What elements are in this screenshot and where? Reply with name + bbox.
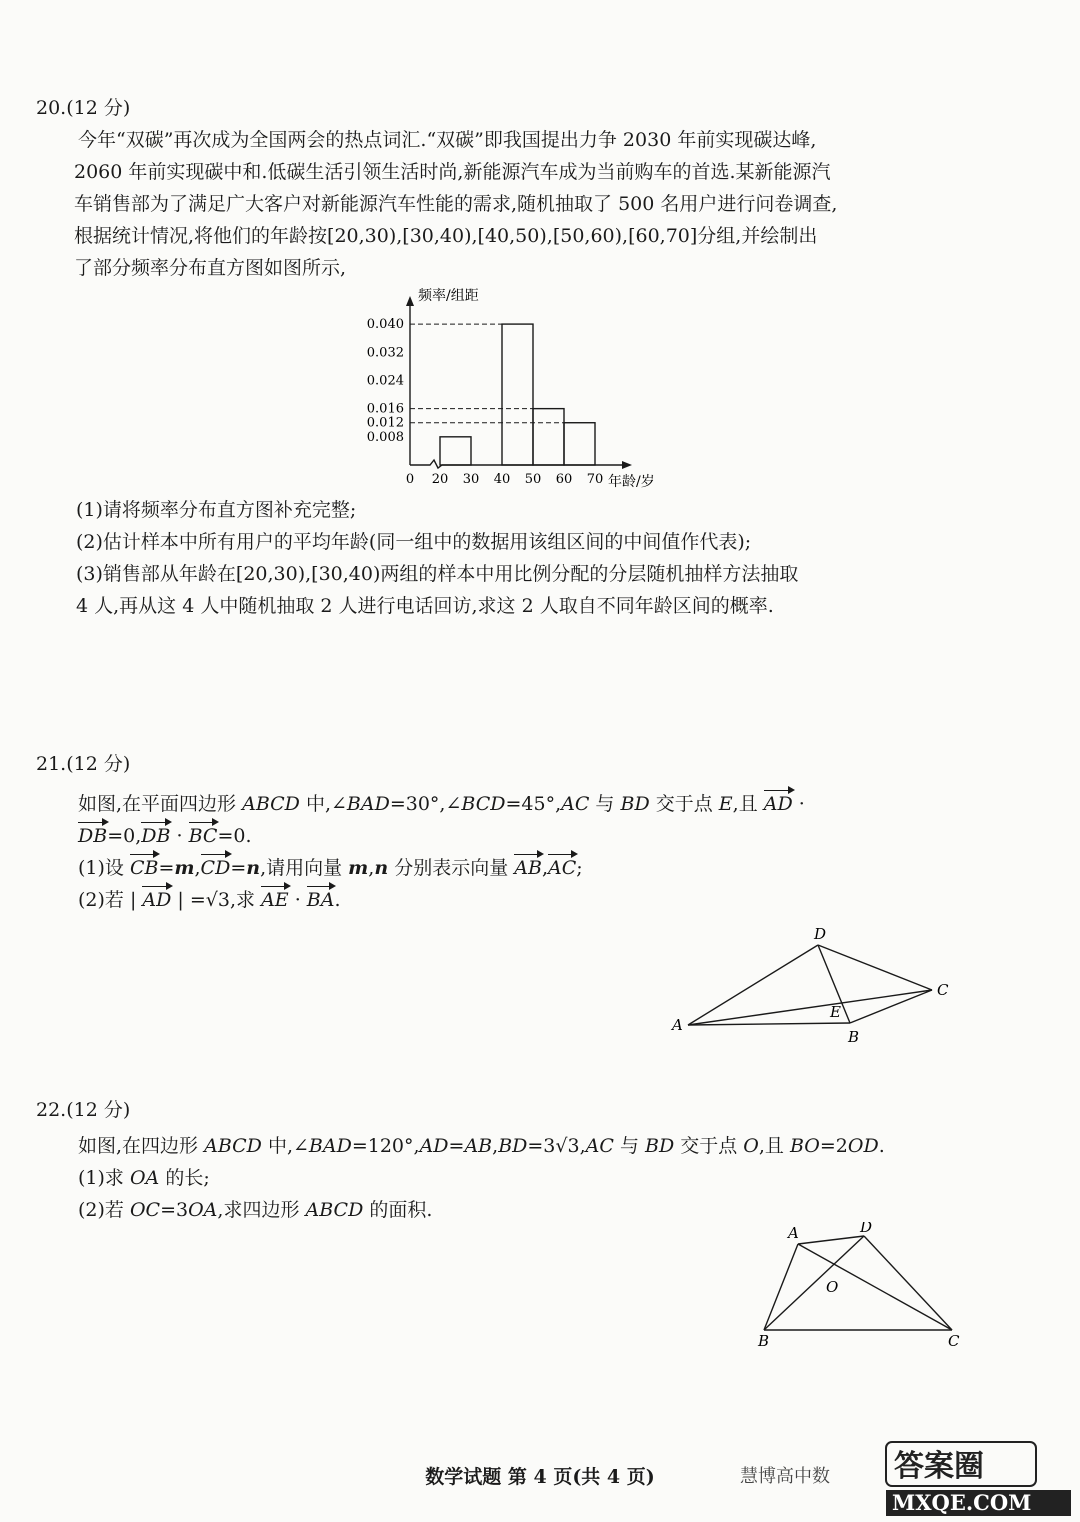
text: =3√3,: [527, 1135, 586, 1157]
text: .: [334, 889, 341, 911]
vector: DB: [141, 820, 170, 852]
text: ·: [792, 793, 805, 815]
text: n: [246, 857, 261, 879]
y-tick-label: 0.008: [366, 429, 404, 445]
q20-sub3-cont: 4 人,再从这 4 人中随机抽取 2 人进行电话回访,求这 2 人取自不同年龄区间的概率.: [76, 595, 774, 617]
text: (1)求: [78, 1167, 130, 1189]
segment-AC: [688, 990, 932, 1025]
text: ,请用向量: [260, 857, 349, 879]
text: ,: [492, 1135, 499, 1157]
label-E: E: [830, 1003, 841, 1021]
text: BCD: [461, 793, 506, 815]
q20-header: [36, 92, 1026, 124]
text: AC: [561, 793, 590, 815]
q21-score: (12 分): [66, 753, 131, 775]
q20-number: 20.: [36, 97, 67, 119]
segment-BA: [688, 1023, 850, 1025]
segment-BD: [764, 1236, 864, 1330]
y-tick-label: 0.012: [366, 415, 404, 431]
q22-figure: [750, 1222, 980, 1352]
text: ,: [194, 857, 201, 879]
histogram-x-label: 年龄/岁: [608, 474, 655, 490]
histogram-bar: [440, 437, 471, 465]
text: BAD: [346, 793, 390, 815]
text: ABCD: [305, 1199, 364, 1221]
text: AD: [419, 1135, 449, 1157]
x-tick-label: 0: [405, 472, 415, 487]
histogram-bar: [533, 409, 564, 465]
histogram-bar: [502, 324, 533, 465]
text: BO: [789, 1135, 820, 1157]
text: (2)若: [78, 1199, 130, 1221]
histogram-y-label: 频率/组距: [418, 288, 479, 304]
text: BD: [645, 1135, 675, 1157]
label-O: O: [826, 1278, 839, 1296]
page-footer: 数学试题 第 4 页(共 4 页): [425, 1466, 655, 1488]
segment-BA: [764, 1244, 798, 1330]
histogram-ticks: [367, 317, 603, 487]
segment-CB: [850, 990, 932, 1023]
vector: AE: [261, 884, 289, 916]
y-tick-label: 0.040: [366, 317, 404, 333]
label-D: D: [814, 925, 827, 943]
text: ,求四边形: [217, 1199, 306, 1221]
text: ·: [170, 825, 189, 847]
text: =0,: [107, 825, 142, 847]
vector: BA: [307, 884, 335, 916]
text: O: [743, 1135, 759, 1157]
text: E: [718, 793, 733, 815]
y-axis-arrow: [406, 296, 414, 306]
text: 中,∠: [299, 793, 347, 815]
text: ,且: [732, 793, 764, 815]
text: ;: [576, 857, 583, 879]
text: =: [448, 1135, 465, 1157]
vector: AB: [514, 852, 542, 884]
q21-figure: [660, 925, 960, 1050]
logo-text: 答案圈: [894, 1449, 984, 1484]
label-C: C: [937, 981, 949, 999]
text: 如图,在四边形: [78, 1135, 205, 1157]
label-A: A: [672, 1016, 683, 1034]
x-axis-arrow: [622, 461, 632, 469]
text: (2)若 |: [78, 889, 143, 911]
text: 交于点: [674, 1135, 744, 1157]
text: BD: [620, 793, 650, 815]
text: =0.: [217, 825, 252, 847]
segment-DC: [864, 1236, 952, 1330]
text: =3: [160, 1199, 189, 1221]
text: =2: [819, 1135, 848, 1157]
text: =30°,∠: [389, 793, 462, 815]
q20-line: 根据统计情况,将他们的年龄按[20,30),[30,40),[40,50),[50,60),[60,70]分组,并绘制出: [74, 225, 818, 247]
text: m: [174, 857, 195, 879]
label-B: B: [758, 1332, 770, 1350]
q21-stem: [36, 788, 1026, 820]
text: ·: [288, 889, 307, 911]
text: =120°,: [351, 1135, 420, 1157]
histogram-bars: [410, 324, 595, 465]
label-A: A: [788, 1224, 799, 1242]
x-tick-label: 50: [524, 472, 542, 487]
q21-header: [36, 748, 1026, 780]
text: 与: [589, 793, 621, 815]
vector: CD: [201, 852, 231, 884]
q21-stem-cont: [36, 820, 1026, 852]
q20-stem: [36, 124, 1026, 284]
histogram-bar: [564, 423, 595, 465]
segment-AD: [688, 945, 818, 1025]
q22-stem: [36, 1130, 1026, 1162]
q20-score: (12 分): [66, 97, 131, 119]
label-C: C: [948, 1332, 960, 1350]
vector: AC: [548, 852, 576, 884]
vector: DB: [78, 820, 107, 852]
vector: CB: [130, 852, 159, 884]
text: ABCD: [242, 793, 300, 815]
x-tick-label: 70: [586, 472, 604, 487]
text: 如图,在平面四边形: [78, 793, 243, 815]
q20-sub2: (2)估计样本中所有用户的平均年龄(同一组中的数据用该组区间的中间值作代表);: [76, 531, 752, 553]
text: BAD: [308, 1135, 352, 1157]
segment-AD: [798, 1236, 864, 1244]
text: 交于点: [649, 793, 719, 815]
q20-line: 今年“双碳”再次成为全国两会的热点词汇.“双碳”即我国提出力争 2030 年前实现碳达峰,: [78, 129, 817, 151]
text: AC: [585, 1135, 614, 1157]
y-tick-label: 0.032: [366, 345, 404, 361]
label-B: B: [848, 1028, 860, 1046]
text: .: [878, 1135, 885, 1157]
y-tick-label: 0.024: [366, 373, 404, 389]
x-tick-label: 30: [462, 472, 480, 487]
q20-sub1: (1)请将频率分布直方图补充完整;: [76, 499, 357, 521]
text: AB: [464, 1135, 493, 1157]
segment-DC: [818, 945, 932, 990]
vector: AD: [764, 788, 793, 820]
q22-header: [36, 1094, 1026, 1126]
q22-number: 22.: [36, 1099, 67, 1121]
text: 分别表示向量: [388, 857, 515, 879]
q21-sub2: [36, 884, 1026, 916]
text: OD: [847, 1135, 879, 1157]
text: | =√3,求: [171, 889, 262, 911]
logo-url: MXQE.COM: [892, 1490, 1032, 1515]
q22-score: (12 分): [66, 1099, 131, 1121]
question-21: [36, 748, 1026, 916]
text: 中,∠: [261, 1135, 309, 1157]
segment-AC: [798, 1244, 952, 1330]
text: n: [374, 857, 389, 879]
q20-sub3: (3)销售部从年龄在[20,30),[30,40)两组的样本中用比例分配的分层随机抽样方法抽取: [76, 563, 799, 585]
q20-line: 了部分频率分布直方图如图所示,: [74, 257, 347, 279]
text: ,且: [758, 1135, 790, 1157]
text: 的面积.: [363, 1199, 433, 1221]
question-22: [36, 1094, 1026, 1226]
vector: AD: [142, 884, 171, 916]
q20-line: 2060 年前实现碳中和.低碳生活引领生活时尚,新能源汽车成为当前购车的首选.某新能源汽: [74, 161, 831, 183]
x-tick-label: 60: [555, 472, 573, 487]
q21-sub1: [36, 852, 1026, 884]
text: =45°,: [505, 793, 562, 815]
label-D: D: [860, 1222, 873, 1236]
watermark-text: 慧博高中数: [740, 1466, 830, 1487]
text: =: [158, 857, 175, 879]
q22-sub1: [36, 1162, 1026, 1194]
y-tick-label: 0.016: [366, 401, 404, 417]
text: OA: [129, 1167, 160, 1189]
q21-number: 21.: [36, 753, 67, 775]
q20-subquestions: [36, 494, 1026, 622]
site-logo: [880, 1438, 1075, 1518]
text: ,: [541, 857, 548, 879]
vector: BC: [189, 820, 218, 852]
text: (1)设: [78, 857, 130, 879]
text: m: [348, 857, 369, 879]
text: OA: [188, 1199, 218, 1221]
x-tick-label: 20: [431, 472, 449, 487]
text: ,: [368, 857, 375, 879]
text: ABCD: [204, 1135, 262, 1157]
text: OC: [129, 1199, 161, 1221]
x-tick-label: 40: [493, 472, 511, 487]
text: =: [230, 857, 247, 879]
question-20: [36, 92, 1026, 284]
q20-line: 车销售部为了满足广大客户对新能源汽车性能的需求,随机抽取了 500 名用户进行问卷调查,: [74, 193, 838, 215]
text: 的长;: [159, 1167, 210, 1189]
text: BD: [498, 1135, 528, 1157]
frequency-histogram: [330, 282, 690, 492]
text: 与: [613, 1135, 645, 1157]
